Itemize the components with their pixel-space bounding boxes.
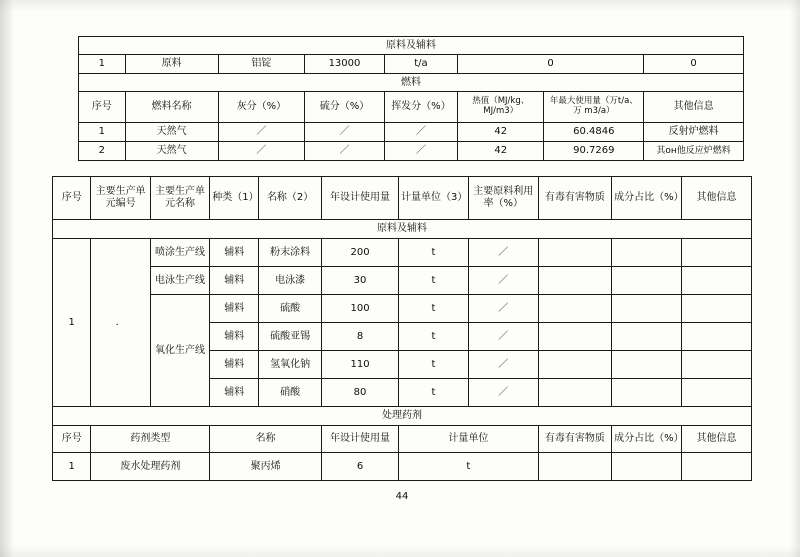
cell-other-info [682,239,752,267]
cell-name: 硝酸 [259,379,322,407]
cell-name: 聚丙烯 [210,453,322,481]
cell-kind: 辅料 [210,267,259,295]
cell-other-info [682,323,752,351]
section-title-fuel: 燃料 [79,74,744,92]
cell-annual-usage: 110 [322,351,399,379]
cell-unit-name: 氧化生产线 [150,295,209,407]
section-title-row [53,220,752,239]
table-row [53,239,752,267]
cell-unit: t [398,239,468,267]
cell-other-info: 其он他反应炉燃料 [644,142,744,161]
cell-annual-usage: 200 [322,239,399,267]
cell-other-info [682,379,752,407]
cell-toxic-substance [538,323,611,351]
header-index: 序号 [53,177,91,220]
cell-calorific: 42 [458,123,544,142]
header-ash: 灰分（%） [218,92,304,123]
cell-unit: t [398,323,468,351]
cell-unit: t/a [384,55,457,74]
header-name: 名称（2） [259,177,322,220]
cell-annual-usage: 100 [322,295,399,323]
cell-index: 1 [79,55,126,74]
cell-index: 2 [79,142,126,161]
cell-max-usage: 60.4846 [544,123,644,142]
cell-kind: 辅料 [210,351,259,379]
cell-component-ratio [612,453,682,481]
cell-toxic-substance [538,379,611,407]
cell-utilization-rate: ／ [468,267,538,295]
cell-toxic-substance [538,239,611,267]
cell-annual-usage: 80 [322,379,399,407]
cell-index: 1 [79,123,126,142]
header-fuel-name: 燃料名称 [125,92,218,123]
header-unit: 计量单位 [398,426,538,453]
cell-component-ratio [612,239,682,267]
materials-and-fuel-table [78,36,744,161]
cell-utilization-rate: ／ [468,323,538,351]
cell-other-info [682,295,752,323]
section-title-row [79,37,744,55]
section-title-treatment-agent: 处理药剂 [53,407,752,426]
header-volatile: 挥发分（%） [384,92,457,123]
cell-index: 1 [53,239,91,407]
section-title-row [53,407,752,426]
header-index: 序号 [53,426,91,453]
cell-component-ratio [612,379,682,407]
cell-unit: t [398,295,468,323]
cell-unit: t [398,453,538,481]
header-sulfur: 硫分（%） [305,92,385,123]
cell-utilization-rate: ／ [468,239,538,267]
header-component-ratio: 成分占比（%） [612,426,682,453]
cell-volatile: ／ [384,123,457,142]
cell-component-ratio [612,323,682,351]
cell-name: 铝锭 [218,55,304,74]
header-component-ratio: 成分占比（%） [612,177,682,220]
column-header-row [53,426,752,453]
header-unit-name: 主要生产单元名称 [150,177,209,220]
header-index: 序号 [79,92,126,123]
cell-kind: 辅料 [210,295,259,323]
header-annual-usage: 年设计使用量 [322,177,399,220]
cell-other-info [682,453,752,481]
cell-kind: 辅料 [210,323,259,351]
header-other-info: 其他信息 [682,426,752,453]
cell-ash: ／ [218,123,304,142]
table-row [53,267,752,295]
table-row [79,55,744,74]
cell-other-info [682,351,752,379]
header-name: 名称 [210,426,322,453]
cell-unit: t [398,351,468,379]
cell-fuel-name: 天然气 [125,142,218,161]
table-row [53,295,752,323]
cell-other-info [682,267,752,295]
cell-other-info: 反射炉燃料 [644,123,744,142]
cell-unit-name: 喷涂生产线 [150,239,209,267]
cell-utilization-rate: ／ [468,351,538,379]
header-max-usage: 年最大使用量（万t/a、万 m3/a） [544,92,644,123]
cell-agent-type: 废水处理药剂 [91,453,210,481]
header-other-info: 其他信息 [682,177,752,220]
cell-component-ratio [612,267,682,295]
cell-toxic-substance [538,351,611,379]
cell-annual-usage: 30 [322,267,399,295]
header-toxic-substance: 有毒有害物质 [538,426,611,453]
cell-unit: t [398,267,468,295]
cell-category: 原料 [125,55,218,74]
cell-kind: 辅料 [210,379,259,407]
cell-max-usage: 90.7269 [544,142,644,161]
column-header-row [79,92,744,123]
cell-unit-name: 电泳生产线 [150,267,209,295]
cell-utilization-rate: ／ [468,379,538,407]
header-other-info: 其他信息 [644,92,744,123]
cell-name: 粉末涂料 [259,239,322,267]
cell-amount: 13000 [305,55,385,74]
section-title-materials: 原料及辅料 [79,37,744,55]
cell-toxic-substance [538,453,611,481]
cell-utilization-rate: ／ [468,295,538,323]
page-number: 44 [395,491,409,502]
cell-calorific: 42 [458,142,544,161]
header-agent-type: 药剂类型 [91,426,210,453]
cell-component-ratio [612,351,682,379]
cell-annual-usage: 6 [322,453,399,481]
cell-sulfur: ／ [305,123,385,142]
header-utilization-rate: 主要原料利用率（%） [468,177,538,220]
cell-name: 硫酸亚锡 [259,323,322,351]
cell-kind: 辅料 [210,239,259,267]
cell-value-1: 0 [458,55,644,74]
table-row [79,123,744,142]
section-title-materials: 原料及辅料 [53,220,752,239]
header-toxic-substance: 有毒有害物质 [538,177,611,220]
document-sheet [52,26,752,531]
table-row [79,142,744,161]
cell-toxic-substance [538,295,611,323]
section-title-row [79,74,744,92]
column-header-row [53,177,752,220]
header-unit-code: 主要生产单元编号 [91,177,150,220]
header-kind: 种类（1） [210,177,259,220]
table-row [53,453,752,481]
cell-name: 电泳漆 [259,267,322,295]
cell-unit: t [398,379,468,407]
header-unit: 计量单位（3） [398,177,468,220]
cell-sulfur: ／ [305,142,385,161]
cell-annual-usage: 8 [322,323,399,351]
cell-fuel-name: 天然气 [125,123,218,142]
cell-ash: ／ [218,142,304,161]
cell-unit-code: ． [91,239,150,407]
cell-toxic-substance [538,267,611,295]
cell-name: 硫酸 [259,295,322,323]
header-calorific: 热值（MJ/kg、MJ/m3） [458,92,544,123]
cell-value-2: 0 [644,55,744,74]
cell-volatile: ／ [384,142,457,161]
production-unit-materials-table [52,176,752,481]
cell-index: 1 [53,453,91,481]
cell-name: 氢氧化钠 [259,351,322,379]
cell-component-ratio [612,295,682,323]
header-annual-usage: 年设计使用量 [322,426,399,453]
